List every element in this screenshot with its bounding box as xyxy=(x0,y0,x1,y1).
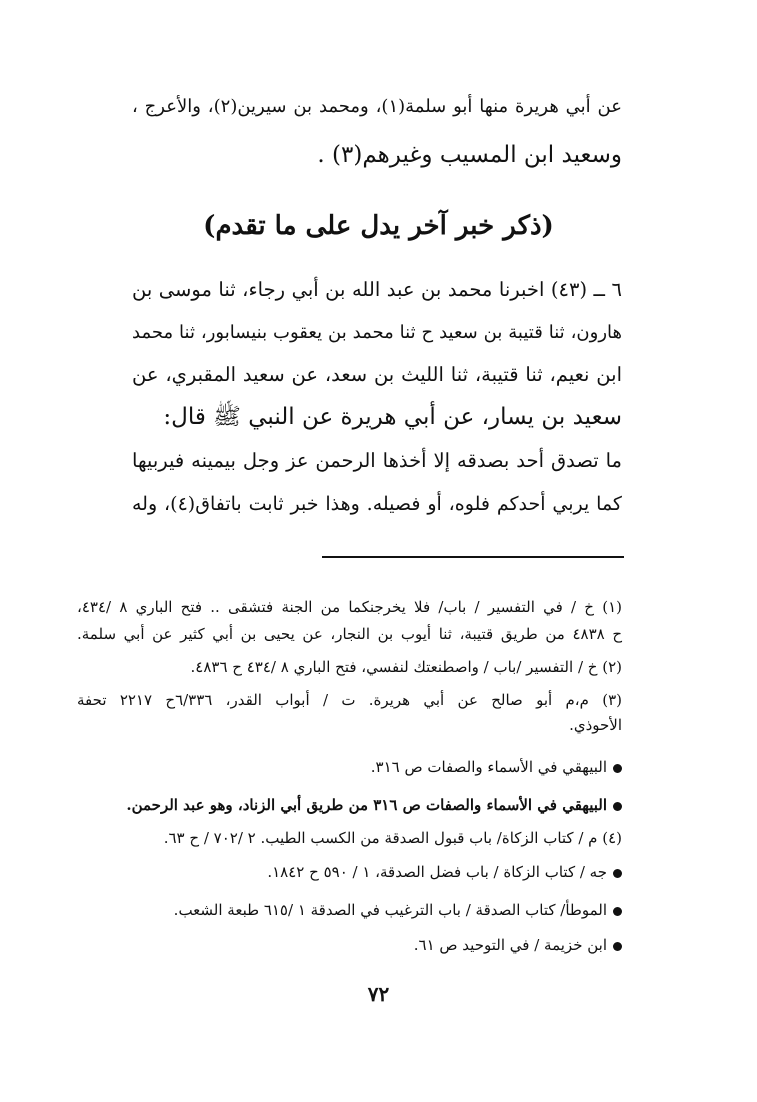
footnote-2: (٢) خ / التفسير /باب / واصطنعتك لنفسي، فتح الباري ٨ /٤٣٤ ح ٤٨٣٦. xyxy=(190,658,622,676)
footnote-separator xyxy=(322,556,624,558)
footnote-4: (٤) م / كتاب الزكاة/ باب قبول الصدقة من الكسب الطيب. ٢ /٧٠٢ / ح ٦٣. xyxy=(163,829,622,847)
bullet-icon xyxy=(613,907,622,916)
bullet-icon xyxy=(613,764,622,773)
footnote-3-line-2: الأحوذي. xyxy=(569,716,622,734)
footnote-bullet-2 xyxy=(77,795,622,815)
bullet-icon xyxy=(613,942,622,951)
hadith-line-2: هارون، ثنا قتيبة بن سعيد ح ثنا محمد بن يعقوب بنيسابور، ثنا محمد xyxy=(132,322,622,343)
footnote-bullet-4-text: الموطأ/ كتاب الصدقة / باب الترغيب في الصدقة ١ /٦١٥ طبعة الشعب. xyxy=(173,901,607,919)
body-line-2: وسعيد ابن المسيب وغيرهم(٣) . xyxy=(317,142,622,168)
hadith-line-4: سعيد بن يسار، عن أبي هريرة عن النبي ﷺ قال: xyxy=(163,404,622,430)
footnote-bullet-2-text: البيهقي في الأسماء والصفات ص ٣١٦ من طريق أبي الزناد، وهو عبد الرحمن. xyxy=(126,796,607,814)
page-number: ٧٢ xyxy=(367,982,390,1006)
hadith-line-1: ٦ ــ (٤٣) اخبرنا محمد بن عبد الله بن أبي رجاء، ثنا موسى بن xyxy=(132,278,622,301)
footnote-bullet-4 xyxy=(77,900,622,920)
footnote-bullet-1-text: البيهقي في الأسماء والصفات ص ٣١٦. xyxy=(370,758,607,776)
footnote-bullet-1 xyxy=(77,757,622,777)
footnote-3-line-1: (٣) م،م أبو صالح عن أبي هريرة. ت / أبواب القدر، ٦/٣٣٦ح ٢٢١٧ تحفة xyxy=(77,691,623,709)
matn-line-1: ما تصدق أحد بصدقه إلا أخذها الرحمن عز وجل بيمينه فيربيها xyxy=(132,449,622,472)
bullet-icon xyxy=(613,802,622,811)
footnote-bullet-3 xyxy=(77,862,622,882)
hadith-line-3: ابن نعيم، ثنا قتيبة، ثنا الليث بن سعد، عن سعيد المقبري، عن xyxy=(132,363,622,386)
section-heading: (ذكر خبر آخر يدل على ما تقدم) xyxy=(203,211,554,241)
footnote-bullet-3-text: جه / كتاب الزكاة / باب فضل الصدقة، ١ / ٥٩٠ ح ١٨٤٢. xyxy=(267,863,607,881)
footnote-1-line-1: (١) خ / في التفسير / باب/ فلا يخرجنكما من الجنة فتشقى .. فتح الباري ٨ /٤٣٤، xyxy=(77,598,622,616)
footnote-1-line-2: ح ٤٨٣٨ من طريق قتيبة، ثنا أيوب بن النجار، عن يحيى بن أبي كثير عن أبي سلمة. xyxy=(77,625,623,643)
footnote-bullet-5-text: ابن خزيمة / في التوحيد ص ٦١. xyxy=(413,936,607,954)
body-line-1: عن أبي هريرة منها أبو سلمة(١)، ومحمد بن سيرين(٢)، والأعرج ، xyxy=(132,96,622,117)
bullet-icon xyxy=(613,869,622,878)
footnote-bullet-5 xyxy=(77,935,622,955)
matn-line-2: كما يربي أحدكم فلوه، أو فصيله. وهذا خبر ثابت باتفاق(٤)، وله xyxy=(132,493,622,515)
